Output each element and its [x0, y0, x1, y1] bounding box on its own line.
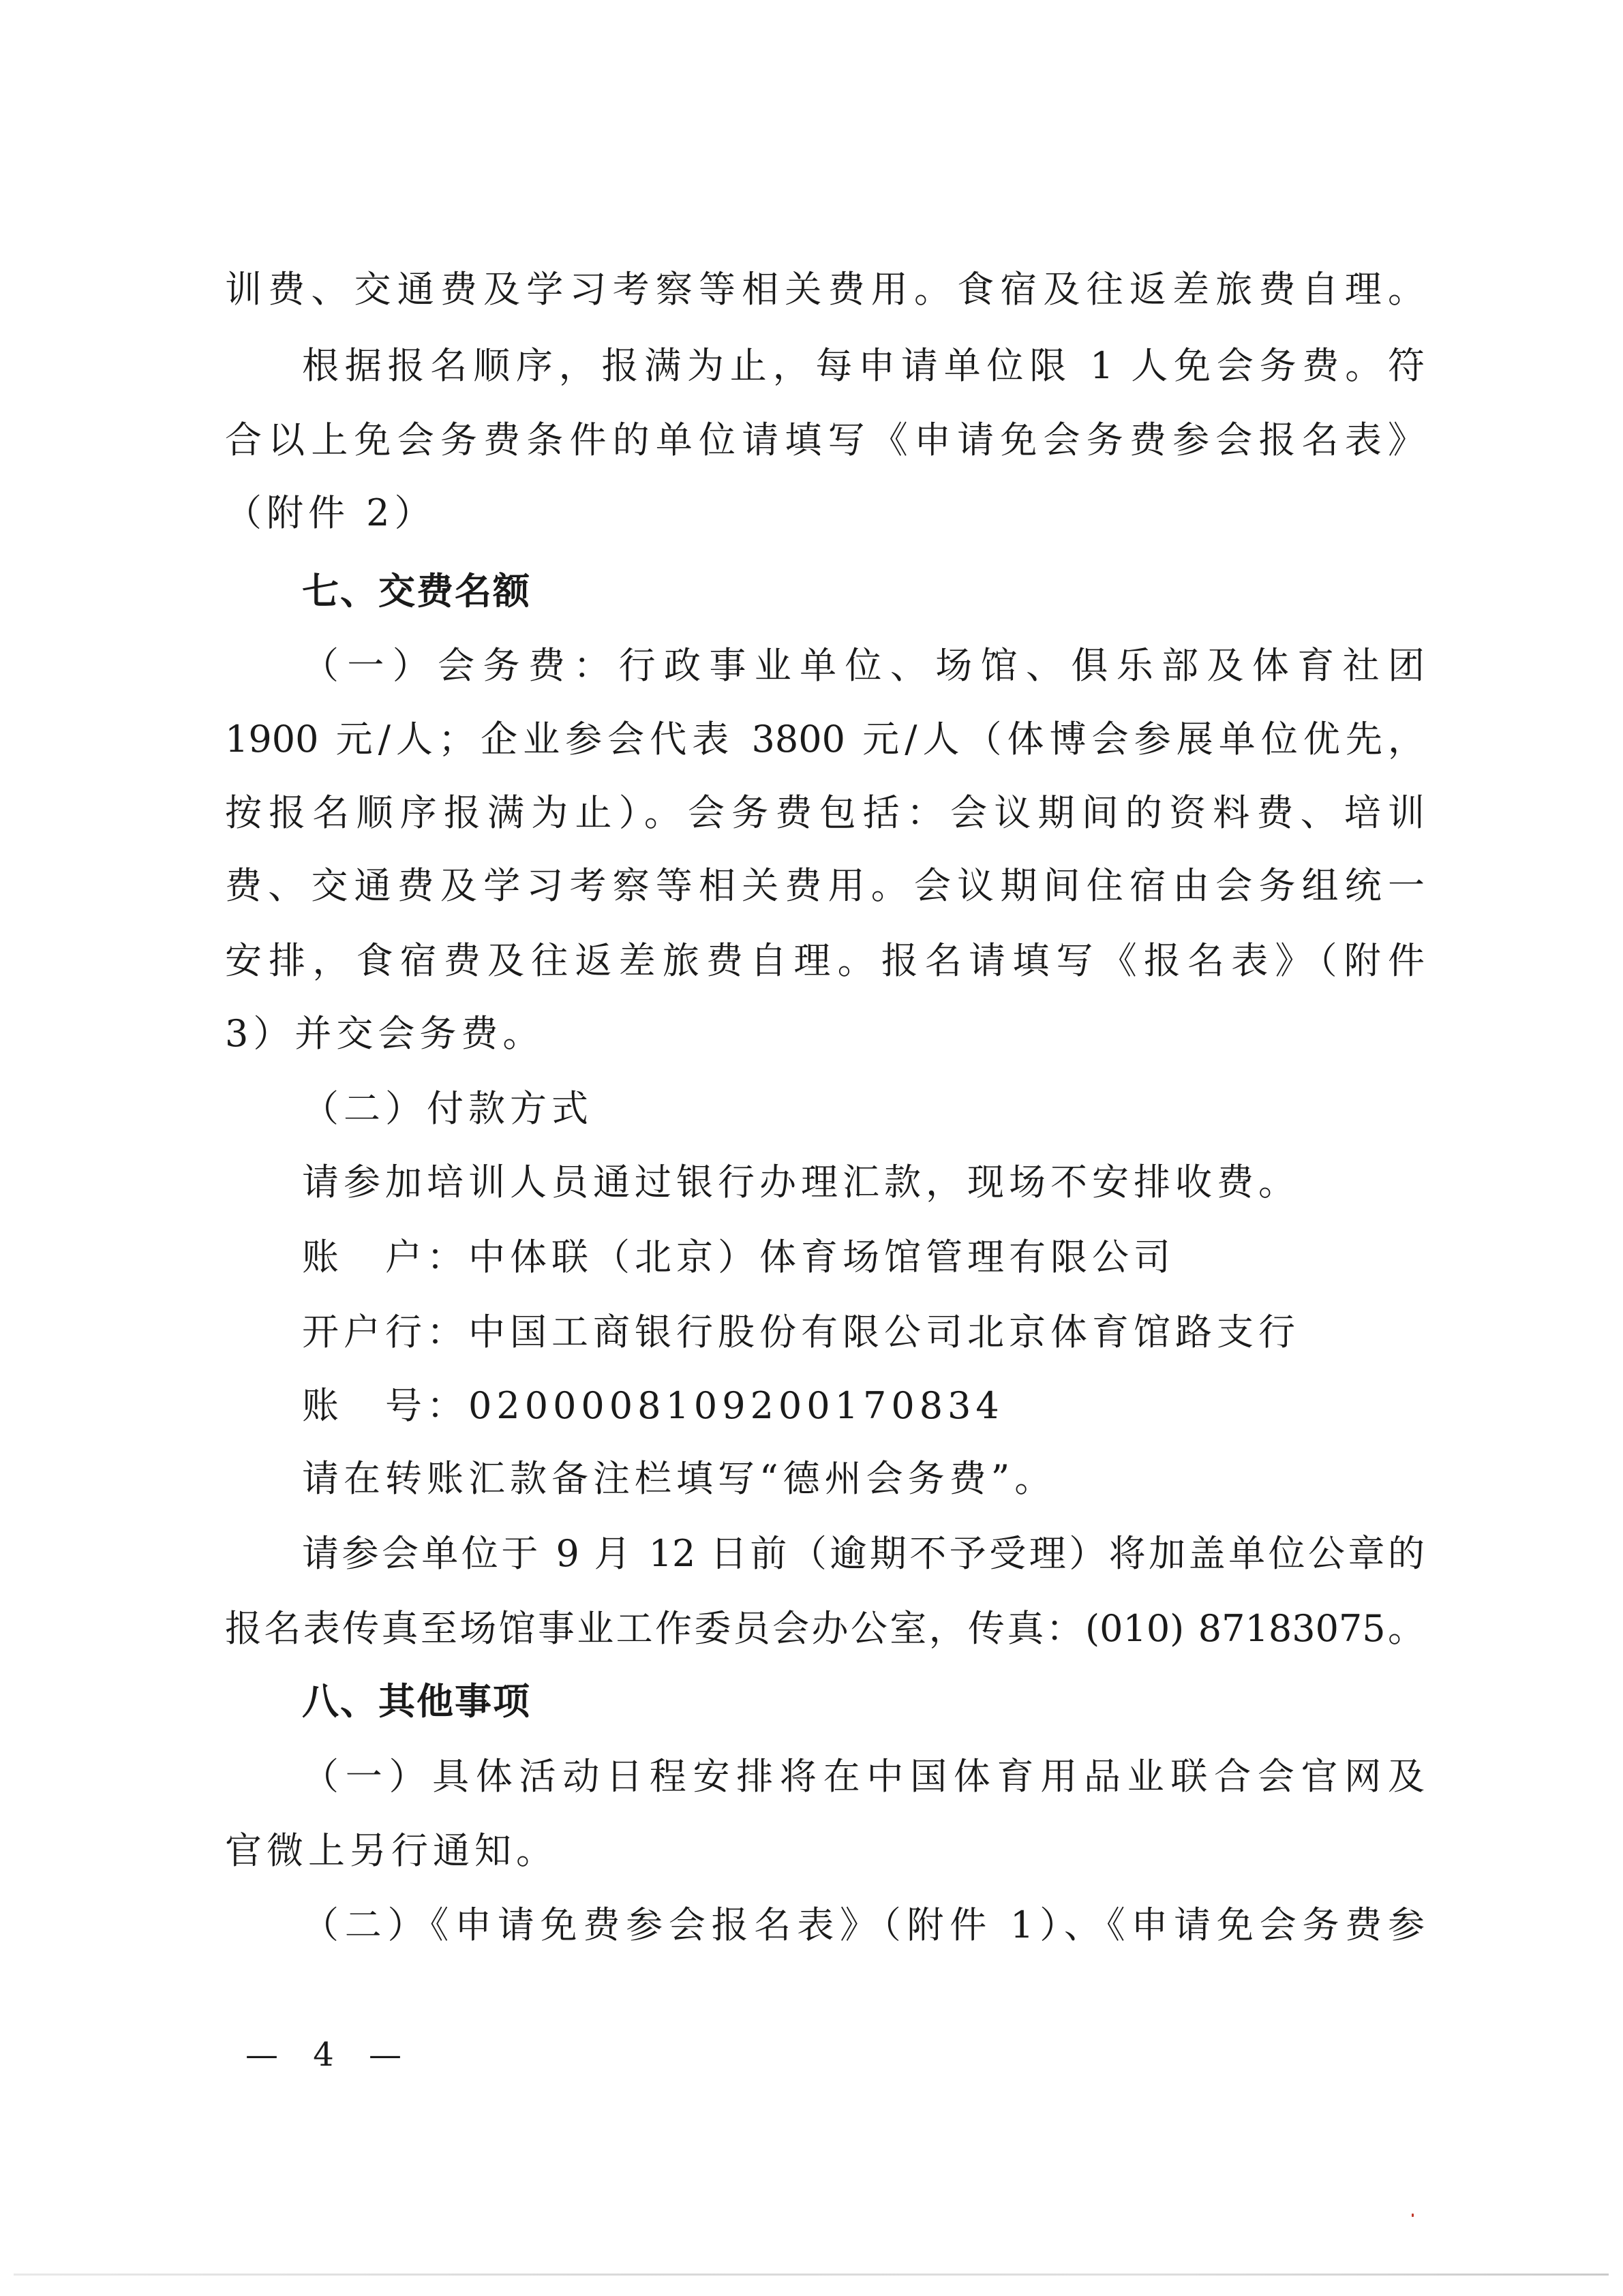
- fax-line: 报名表传真至场馆事业工作委员会办公室，传真：(010) 87183075。: [225, 1607, 1425, 1650]
- paragraph-line: 根据报名顺序，报满为止，每申请单位限 1 人免会务费。符: [302, 344, 1425, 387]
- account-name-line: 账 户：中体联（北京）体育场馆管理有限公司: [302, 1236, 1175, 1279]
- section-heading-other: 八、其他事项: [302, 1680, 531, 1723]
- paragraph-line: （一）会务费：行政事业单位、场馆、俱乐部及体育社团: [302, 644, 1425, 687]
- paragraph-line: 请参会单位于 9 月 12 日前（逾期不予受理）将加盖单位公章的: [302, 1532, 1425, 1575]
- paragraph-line: （二）《申请免费参会报名表》（附件 1）、《申请免会务费参: [302, 1903, 1425, 1946]
- paragraph-line: 合以上免会务费条件的单位请填写《申请免会务费参会报名表》: [225, 418, 1425, 461]
- paragraph-line: 3）并交会务费。: [225, 1012, 545, 1055]
- scan-edge-line: [14, 2274, 1609, 2276]
- paragraph-line: 训费、交通费及学习考察等相关费用。食宿及往返差旅费自理。: [225, 268, 1425, 311]
- paragraph-line: 按报名顺序报满为止）。会务费包括：会议期间的资料费、培训: [225, 791, 1425, 834]
- section-heading-fees: 七、交费名额: [302, 570, 531, 613]
- paragraph-line: 请在转账汇款备注栏填写“德州会务费”。: [302, 1457, 1057, 1500]
- scan-speck: [1412, 2214, 1414, 2217]
- paragraph-line: 安排，食宿费及往返差旅费自理。报名请填写《报名表》（附件: [225, 939, 1425, 982]
- subsection-heading-payment: （二）付款方式: [302, 1087, 593, 1130]
- bank-name-line: 开户行：中国工商银行股份有限公司北京体育馆路支行: [302, 1311, 1300, 1353]
- paragraph-line: 请参加培训人员通过银行办理汇款，现场不安排收费。: [302, 1161, 1300, 1204]
- paragraph-line: 费、交通费及学习考察等相关费用。会议期间住宿由会务组统一: [225, 864, 1425, 907]
- page-number: — 4 —: [245, 2036, 414, 2074]
- paragraph-line: 1900 元/人；企业参会代表 3800 元/人（体博会参展单位优先，: [225, 718, 1425, 761]
- paragraph-line: 官微上另行通知。: [225, 1829, 558, 1872]
- paragraph-line: （附件 2）: [225, 491, 436, 534]
- paragraph-line: （一）具体活动日程安排将在中国体育用品业联合会官网及: [302, 1755, 1425, 1798]
- account-number-line: 账 号：0200008109200170834: [302, 1384, 1004, 1427]
